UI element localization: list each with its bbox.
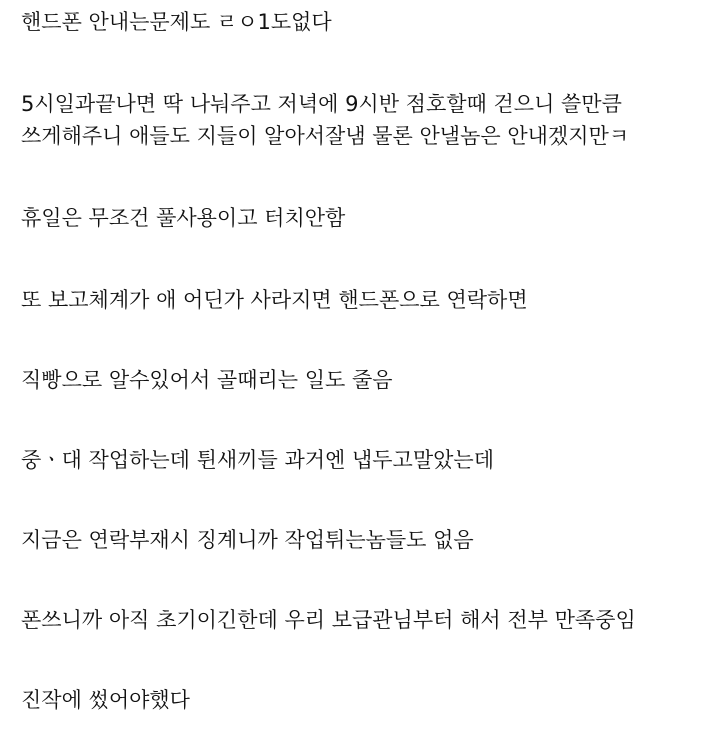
post-line: 쓰게해주니 애들도 지들이 알아서잘냄 물론 안낼놈은 안내겠지만ㅋ [21, 124, 630, 148]
post-line: 지금은 연락부재시 징계니까 작업튀는놈들도 없음 [21, 528, 474, 552]
post-line: 핸드폰 안내는문제도 ㄹㅇ1도없다 [21, 10, 332, 34]
post-line: 또 보고체계가 애 어딘가 사라지면 핸드폰으로 연락하면 [21, 288, 528, 312]
post-line: 직빵으로 알수있어서 골때리는 일도 줄음 [21, 368, 393, 392]
post-line: 5시일과끝나면 딱 나눠주고 저녁에 9시반 점호할때 걷으니 쓸만큼 [21, 92, 622, 116]
post-line: 폰쓰니까 아직 초기이긴한데 우리 보급관님부터 해서 전부 만족중임 [21, 608, 636, 632]
post-line: 중ㆍ대 작업하는데 튄새끼들 과거엔 냅두고말았는데 [21, 448, 494, 472]
post-line: 휴일은 무조건 풀사용이고 터치안함 [21, 206, 346, 230]
post-line: 진작에 썼어야했다 [21, 688, 190, 712]
